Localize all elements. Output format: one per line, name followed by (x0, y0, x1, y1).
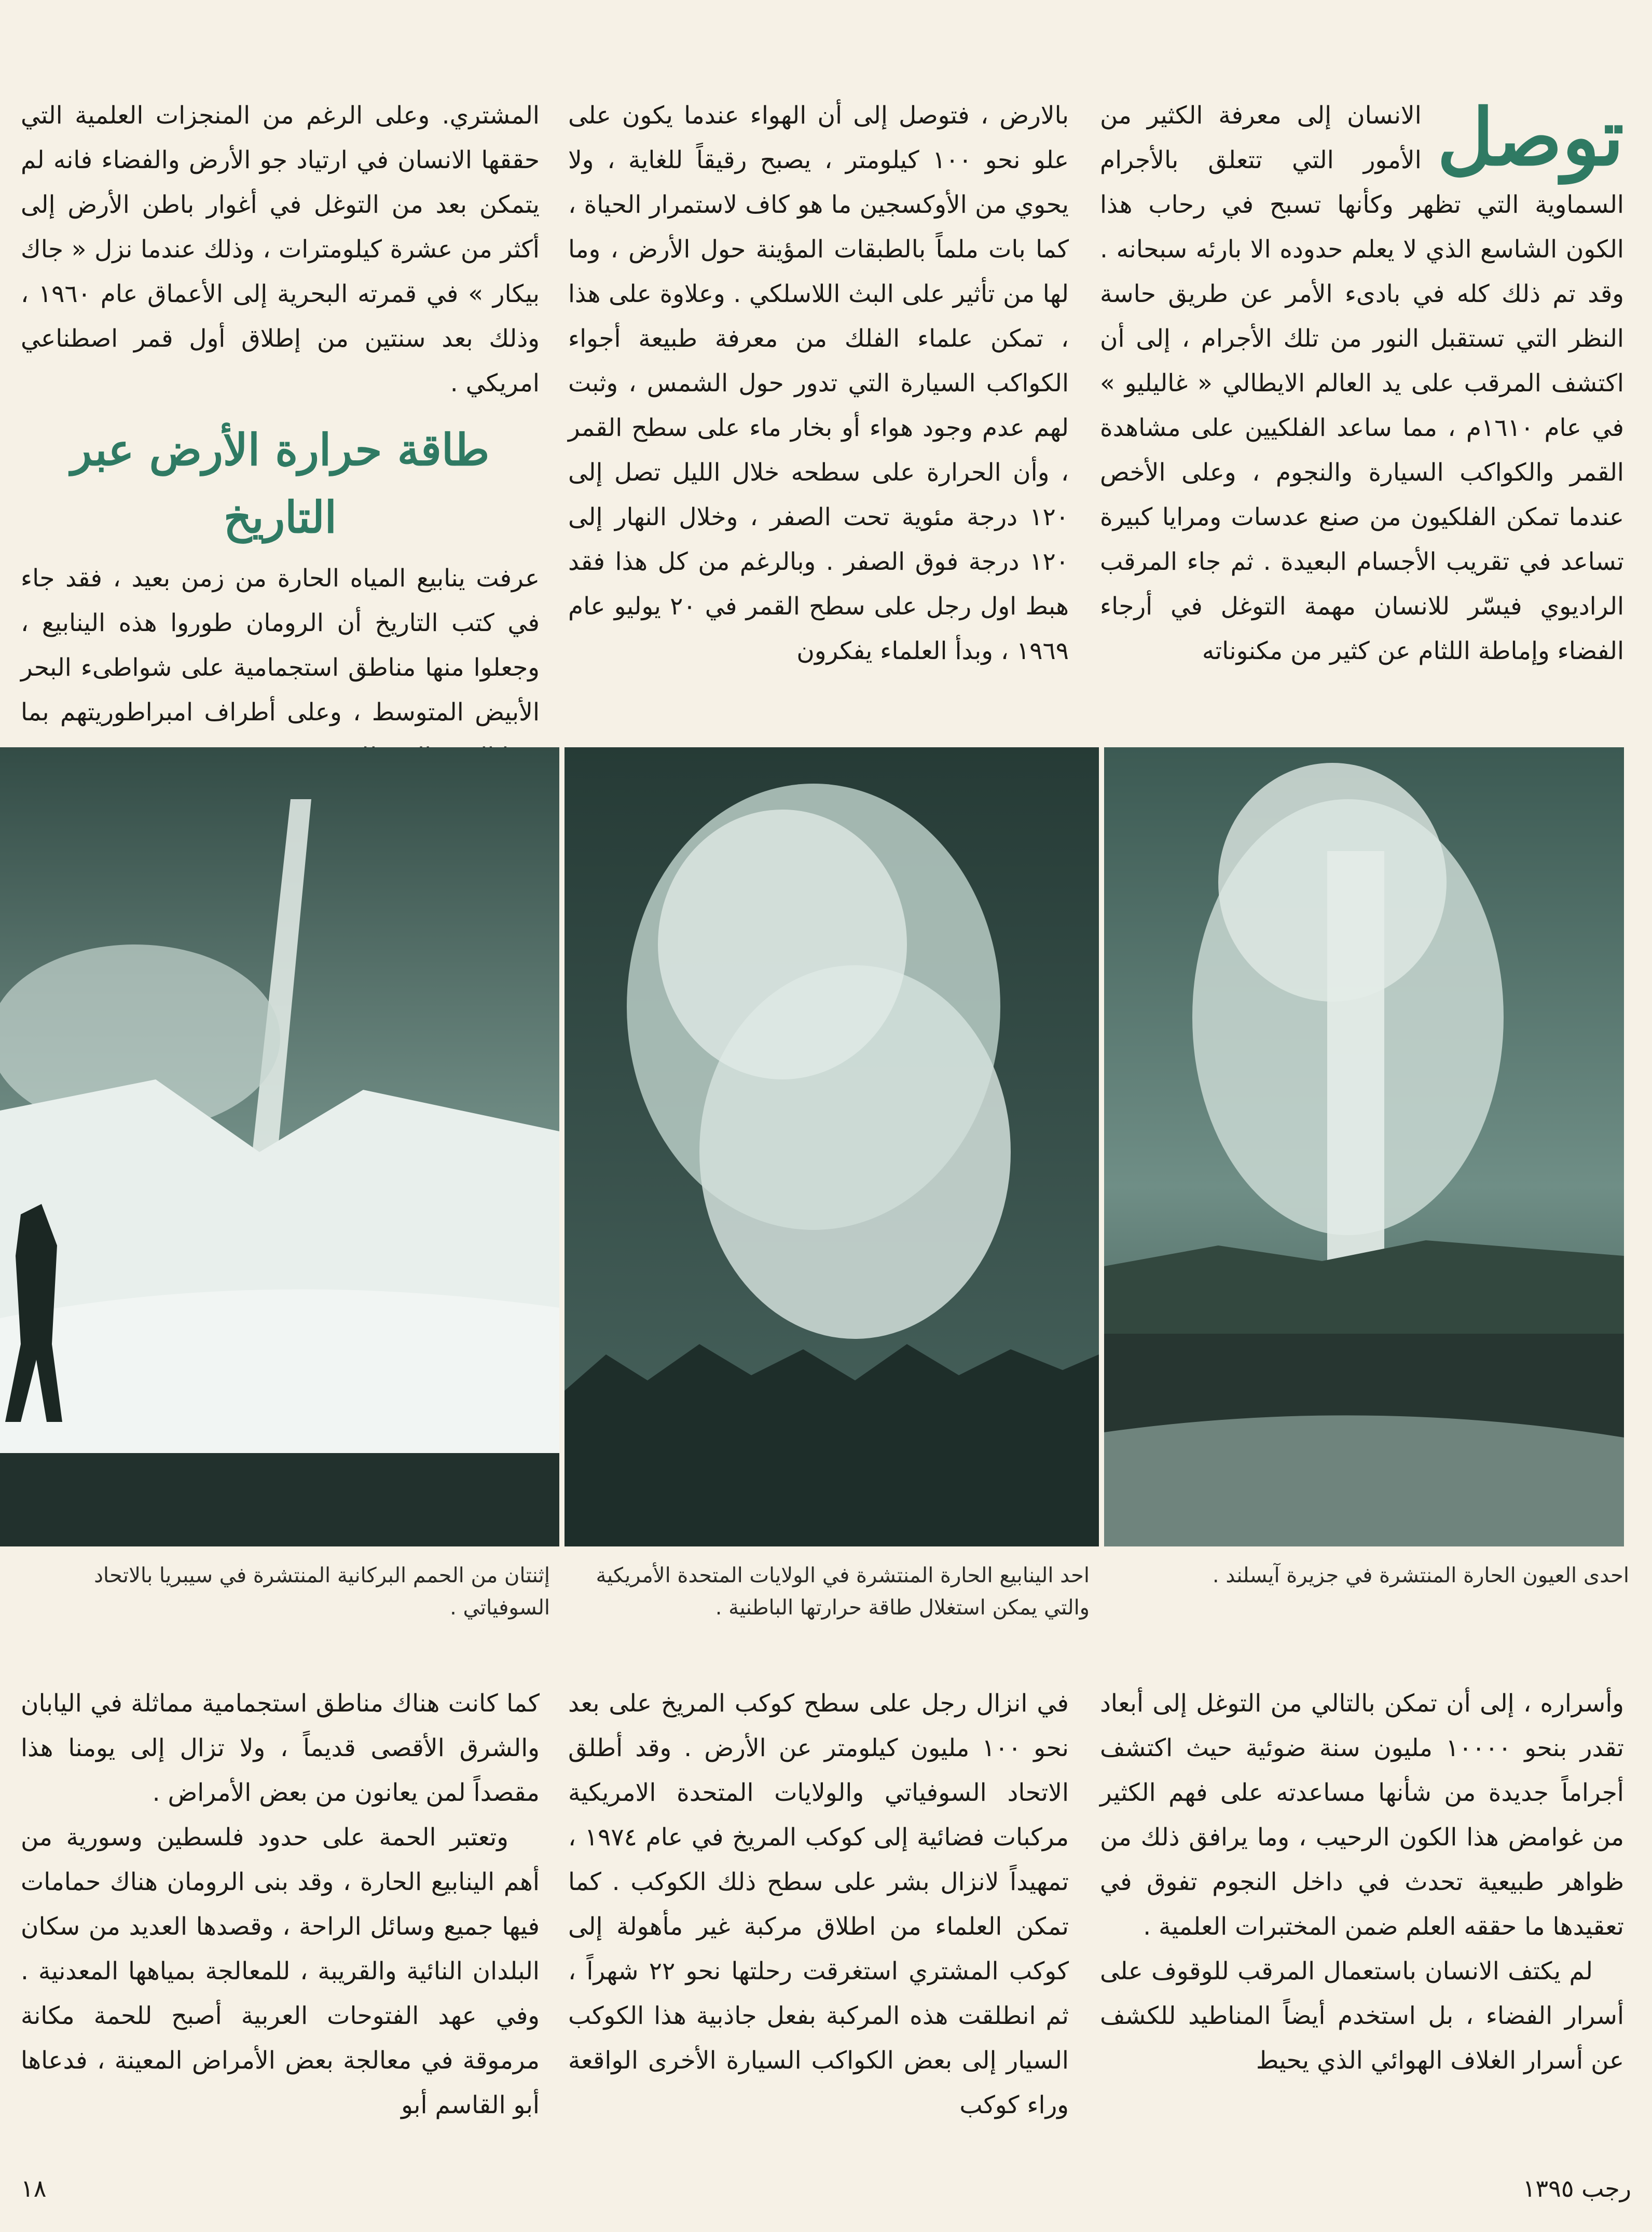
caption-siberia: إثنتان من الحمم البركانية المنتشرة في سيبريا بالاتحاد السوفياتي . (94, 1564, 550, 1620)
top-column-left (21, 93, 540, 732)
photo-iceland-geyser (1104, 747, 1624, 1546)
top-middle-text: بالارض ، فتوصل إلى أن الهواء عندما يكون على علو نحو ١٠٠ كيلومتر ، يصبح رقيقاً للغاية ، ولا يحوي من الأوكسجين ما هو كاف لاستمرار الحياة ، كما بات ملماً بالطبقات المؤينة حول الأرض ، وما لها من تأثير على البث اللاسلكي . وعلاوة على هذا ، تمكن علماء الفلك من معرفة طبيعة أجواء الكواكب السيارة التي تدور حول الشمس ، وثبت لهم عدم وجود هواء أو بخار ماء على سطح القمر ، وأن الحرارة على سطحه خلال الليل تصل إلى ١٢٠ درجة مئوية تحت الصفر ، وخلال النهار إلى ١٢٠ درجة فوق الصفر . وبالرغم من كل هذا فقد هبط اول رجل على سطح القمر في ٢٠ يوليو عام ١٩٦٩ ، وبدأ العلماء يفكرون (568, 101, 1069, 665)
top-column-middle (568, 93, 1069, 732)
top-column-right (1100, 93, 1624, 732)
photo-siberia-volcano (0, 747, 559, 1546)
caption-usa: احد الينابيع الحارة المنتشرة في الولايات المتحدة الأمريكية والتي يمكن استغلال طاقة حرارتها الباطنية . (596, 1564, 1090, 1620)
caption-iceland: احدى العيون الحارة المنتشرة في جزيرة آيسلند . (1212, 1564, 1629, 1587)
top-right-text: الانسان إلى معرفة الكثير من الأمور التي تتعلق بالأجرام السماوية التي تظهر وكأنها تسبح في رحاب هذا الكون الشاسع الذي لا يعلم حدوده الا بارئه سبحانه . وقد تم ذلك كله في بادىء الأمر عن طريق حاسة النظر التي تستقبل النور من تلك الأجرام ، إلى أن اكتشف المرقب على يد العالم الايطالي « غاليليو » في عام ١٦١٠م ، مما ساعد الفلكيين على مشاهدة القمر والكواكب السيارة والنجوم ، وعلى الأخص عندما تمكن الفلكيون من صنع عدسات ومرايا كبيرة تساعد في تقريب الأجسام البعيدة . ثم جاء المرقب الراديوي فيسّر للانسان مهمة التوغل في أرجاء الفضاء وإماطة اللثام عن كثير من مكنوناته (1100, 101, 1624, 665)
bottom-left-p1: كما كانت هناك مناطق استجمامية مماثلة في اليابان والشرق الأقصى قديماً ، ولا تزال إلى يومنا هذا مقصداً لمن يعانون من بعض الأمراض . (21, 1689, 540, 1807)
top-left-text: المشتري. وعلى الرغم من المنجزات العلمية التي حققها الانسان في ارتياد جو الأرض والفضاء فانه لم يتمكن بعد من التوغل في أغوار باطن الأرض إلى أكثر من عشرة كيلومترات ، وذلك عندما نزل « جاك بيكار » في قمرته البحرية إلى الأعماق عام ١٩٦٠ ، وذلك بعد سنتين من إطلاق أول قمر اصطناعي امريكي . (21, 101, 540, 398)
bottom-column-middle (568, 1681, 1069, 2148)
bottom-middle-text: في انزال رجل على سطح كوكب المريخ على بعد نحو ١٠٠ مليون كيلومتر عن الأرض . وقد أطلق الاتحاد السوفياتي والولايات المتحدة الامريكية مركبات فضائية إلى كوكب المريخ في عام ١٩٧٤ ، تمهيداً لانزال بشر على سطح ذلك الكوكب . كما تمكن العلماء من اطلاق مركبة غير مأهولة إلى كوكب المشتري استغرقت رحلتها نحو ٢٢ شهراً ، ثم انطلقت هذه المركبة بفعل جاذبية هذا الكوكب السيار إلى بعض الكواكب السيارة الأخرى الواقعة وراء كوكب (568, 1689, 1069, 2119)
lead-word: توصل (1437, 92, 1624, 183)
photo-usa-geyser (565, 747, 1099, 1546)
bottom-left-p2: وتعتبر الحمة على حدود فلسطين وسورية من أهم الينابيع الحارة ، وقد بنى الرومان هناك حمامات فيها جميع وسائل الراحة ، وقصدها العديد من سكان البلدان النائية والقريبة ، للمعالجة بمياهها المعدنية . وفي عهد الفتوحات العربية أصبح للحمة مكانة مرموقة في معالجة بعض الأمراض المعينة ، فدعاها أبو القاسم أبو (21, 1823, 540, 2119)
section-title: طاقة حرارة الأرض عبر التاريخ (71, 424, 490, 543)
section-text: عرفت ينابيع المياه الحارة من زمن بعيد ، فقد جاء في كتب التاريخ أن الرومان طوروا هذه الينابيع ، وجعلوا منها مناطق استجمامية على شواطىء البحر الأبيض المتوسط ، وعلى أطراف امبراطوريتهم بما (21, 564, 540, 727)
bottom-right-p1: وأسراره ، إلى أن تمكن بالتالي من التوغل إلى أبعاد تقدر بنحو ١٠٠٠٠ مليون سنة ضوئية حيث اكتشف أجراماً جديدة من شأنها مساعدته على فهم الكثير من غوامض هذا الكون الرحيب ، وما يرافق ذلك من ظواهر طبيعية تحدث في داخل النجوم تفوق في تعقيدها ما حققه العلم ضمن المختبرات العلمية . (1100, 1689, 1624, 1941)
page-number: ١٨ (21, 2174, 47, 2202)
bottom-column-left (21, 1681, 540, 2148)
issue-date: رجب ١٣٩٥ (1522, 2174, 1631, 2202)
bottom-column-right (1100, 1681, 1624, 2148)
bottom-right-p2: لم يكتف الانسان باستعمال المرقب للوقوف على أسرار الفضاء ، بل استخدم أيضاً المناطيد للكشف عن أسرار الغلاف الهوائي الذي يحيط (1100, 1957, 1624, 2075)
